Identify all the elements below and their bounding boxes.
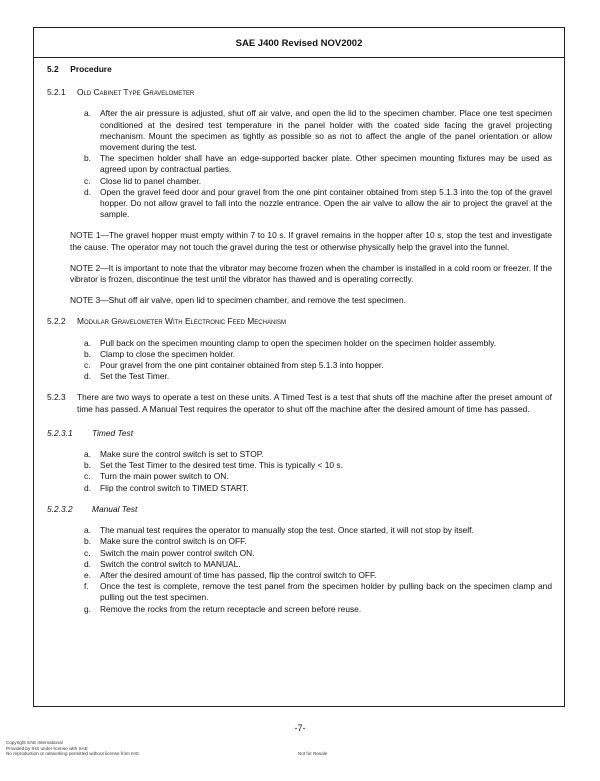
item-text: Once the test is complete, remove the test panel from the specimen holder by pulling back on the specimen clamp and pulling out the test specimen. — [100, 581, 552, 603]
note-3: NOTE 3—Shut off air valve, open lid to specimen chamber, and remove the test specimen. — [70, 295, 406, 306]
item-letter: d. — [84, 482, 91, 493]
subsection-title: Timed Test — [92, 427, 134, 438]
not-for-resale-label: Not for Resale — [298, 751, 328, 756]
item-letter: d. — [84, 186, 91, 197]
item-letter: a. — [84, 449, 91, 460]
item-text: After the desired amount of time has passed, flip the control switch to OFF. — [100, 569, 377, 580]
item-text: Flip the control switch to TIMED START. — [100, 482, 249, 493]
item-text: Set the Test Timer. — [100, 371, 170, 382]
subsection-number: 5.2.1 — [47, 87, 66, 98]
item-letter: b. — [84, 460, 91, 471]
subsection-heading-5231 — [47, 428, 552, 439]
item-text: Make sure the control switch is on OFF. — [100, 536, 247, 547]
section-heading — [47, 64, 552, 75]
list-item — [84, 460, 552, 471]
list-item — [84, 581, 552, 603]
item-letter: g. — [84, 603, 91, 614]
item-letter: c. — [84, 547, 91, 558]
item-text: Turn the main power switch to ON. — [100, 471, 229, 482]
list-item — [84, 449, 552, 460]
subsection-number: 5.2.3.2 — [47, 503, 73, 514]
item-text: After the air pressure is adjusted, shut off air valve, and open the lid to the specimen chamber. Place one test specimen conditioned at the desired test temperature in the panel holder with the coated side facing the gravel projecting mechanism. Mount the specimen as tightly as possible so as not to affect the angle of the panel orientation or allow movement during the test. — [100, 108, 552, 153]
item-letter: d. — [84, 371, 91, 382]
note-2: NOTE 2—It is important to note that the vibrator may become frozen when the chamber is installed in a cold room or freezer. If the vibrator is frozen, discontinue the test until the vibrator has thawed and is operating correctly. — [70, 262, 552, 285]
item-letter: a. — [84, 525, 91, 536]
item-letter: c. — [84, 175, 91, 186]
list-item — [84, 559, 552, 570]
list-item — [84, 338, 552, 349]
section-number: 5.2 — [47, 64, 59, 74]
item-letter: b. — [84, 536, 91, 547]
page-number: -7- — [294, 723, 306, 733]
footer-line: Copyright SAE International — [6, 740, 63, 745]
list-5231 — [84, 449, 552, 494]
footer-line: Provided by IHS under license with SAE — [6, 745, 88, 751]
item-letter: c. — [84, 360, 91, 371]
subsection-number: 5.2.2 — [47, 316, 66, 327]
item-letter: c. — [84, 471, 91, 482]
item-text: Set the Test Timer to the desired test time. This is typically < 10 s. — [100, 460, 343, 471]
list-item — [84, 176, 552, 187]
list-item — [84, 525, 552, 536]
subsection-title: Old Cabinet Type Gravelometer — [77, 87, 195, 98]
item-text: Switch the main power control switch ON. — [100, 547, 255, 558]
subsection-title: Manual Test — [92, 503, 138, 514]
note-1: NOTE 1—The gravel hopper must empty within 7 to 10 s. If gravel remains in the hopper after 10 s, stop the test and investigate the cause. The operator may not touch the gravel during the test or otherwise physically help the gravel into the funnel. — [70, 230, 552, 252]
paragraph-523 — [47, 392, 552, 414]
document-header: SAE J400 Revised NOV2002 — [235, 38, 363, 49]
page-frame — [33, 27, 565, 707]
list-item — [84, 483, 552, 494]
list-item — [84, 570, 552, 581]
item-text: Clamp to close the specimen holder. — [100, 348, 236, 359]
page-content — [47, 64, 552, 625]
item-letter: f. — [84, 581, 89, 592]
list-522 — [84, 338, 552, 383]
list-item — [84, 153, 552, 175]
list-item — [84, 371, 552, 382]
item-text: Close lid to panel chamber. — [100, 175, 202, 186]
list-item — [84, 360, 552, 371]
header-rule — [34, 57, 564, 58]
item-text: Make sure the control switch is set to STOP. — [100, 449, 264, 460]
item-text: The specimen holder shall have an edge-supported backer plate. Other specimen mounting fixtures may be used as agreed upon by contractual parties. — [100, 153, 552, 175]
item-text: Remove the rocks from the return receptacle and screen before reuse. — [100, 603, 362, 614]
list-item — [84, 187, 552, 221]
list-item — [84, 349, 552, 360]
subsection-title: Modular Gravelometer With Electronic Feed Mechanism — [77, 316, 286, 327]
list-item — [84, 471, 552, 482]
item-text: The manual test requires the operator to manually stop the test. Once started, it will not stop by itself. — [100, 525, 474, 536]
item-text: Pull back on the specimen mounting clamp to open the specimen holder on the specimen holder assembly. — [100, 337, 497, 348]
list-item — [84, 108, 552, 153]
item-letter: a. — [84, 337, 91, 348]
item-letter: a. — [84, 108, 91, 119]
paragraph-text: There are two ways to operate a test on these units. A Timed Test is a test that shuts off the machine after the preset amount of time has passed. A Manual Test requires the operator to shut off the machine after the desired amount of time has passed. — [77, 392, 552, 414]
footer-line: No reproduction or networking permitted without license from IHS — [6, 751, 139, 756]
subsection-heading-521 — [47, 87, 552, 98]
item-letter: b. — [84, 153, 91, 164]
list-item — [84, 536, 552, 547]
subsection-number: 5.2.3 — [47, 392, 66, 403]
item-text: Switch the control switch to MANUAL. — [100, 558, 241, 569]
subsection-heading-5232 — [47, 504, 552, 515]
copyright-footer — [6, 740, 139, 757]
item-text: Open the gravel feed door and pour gravel from the one pint container obtained from step 5.1.3 into the top of the gravel hopper. Do not allow gravel to fall into the nozzle entrance. Open the air valve to allow the air to project the gravel at the sample. — [100, 186, 552, 220]
item-text: Pour gravel from the one pint container obtained from step 5.1.3 into hopper. — [100, 360, 384, 371]
list-item — [84, 604, 552, 615]
item-letter: e. — [84, 569, 91, 580]
item-letter: d. — [84, 558, 91, 569]
list-item — [84, 548, 552, 559]
subsection-number: 5.2.3.1 — [47, 427, 73, 438]
list-5232 — [84, 525, 552, 615]
section-title: Procedure — [70, 64, 112, 74]
item-letter: b. — [84, 348, 91, 359]
list-521 — [84, 108, 552, 220]
subsection-heading-522 — [47, 316, 552, 327]
